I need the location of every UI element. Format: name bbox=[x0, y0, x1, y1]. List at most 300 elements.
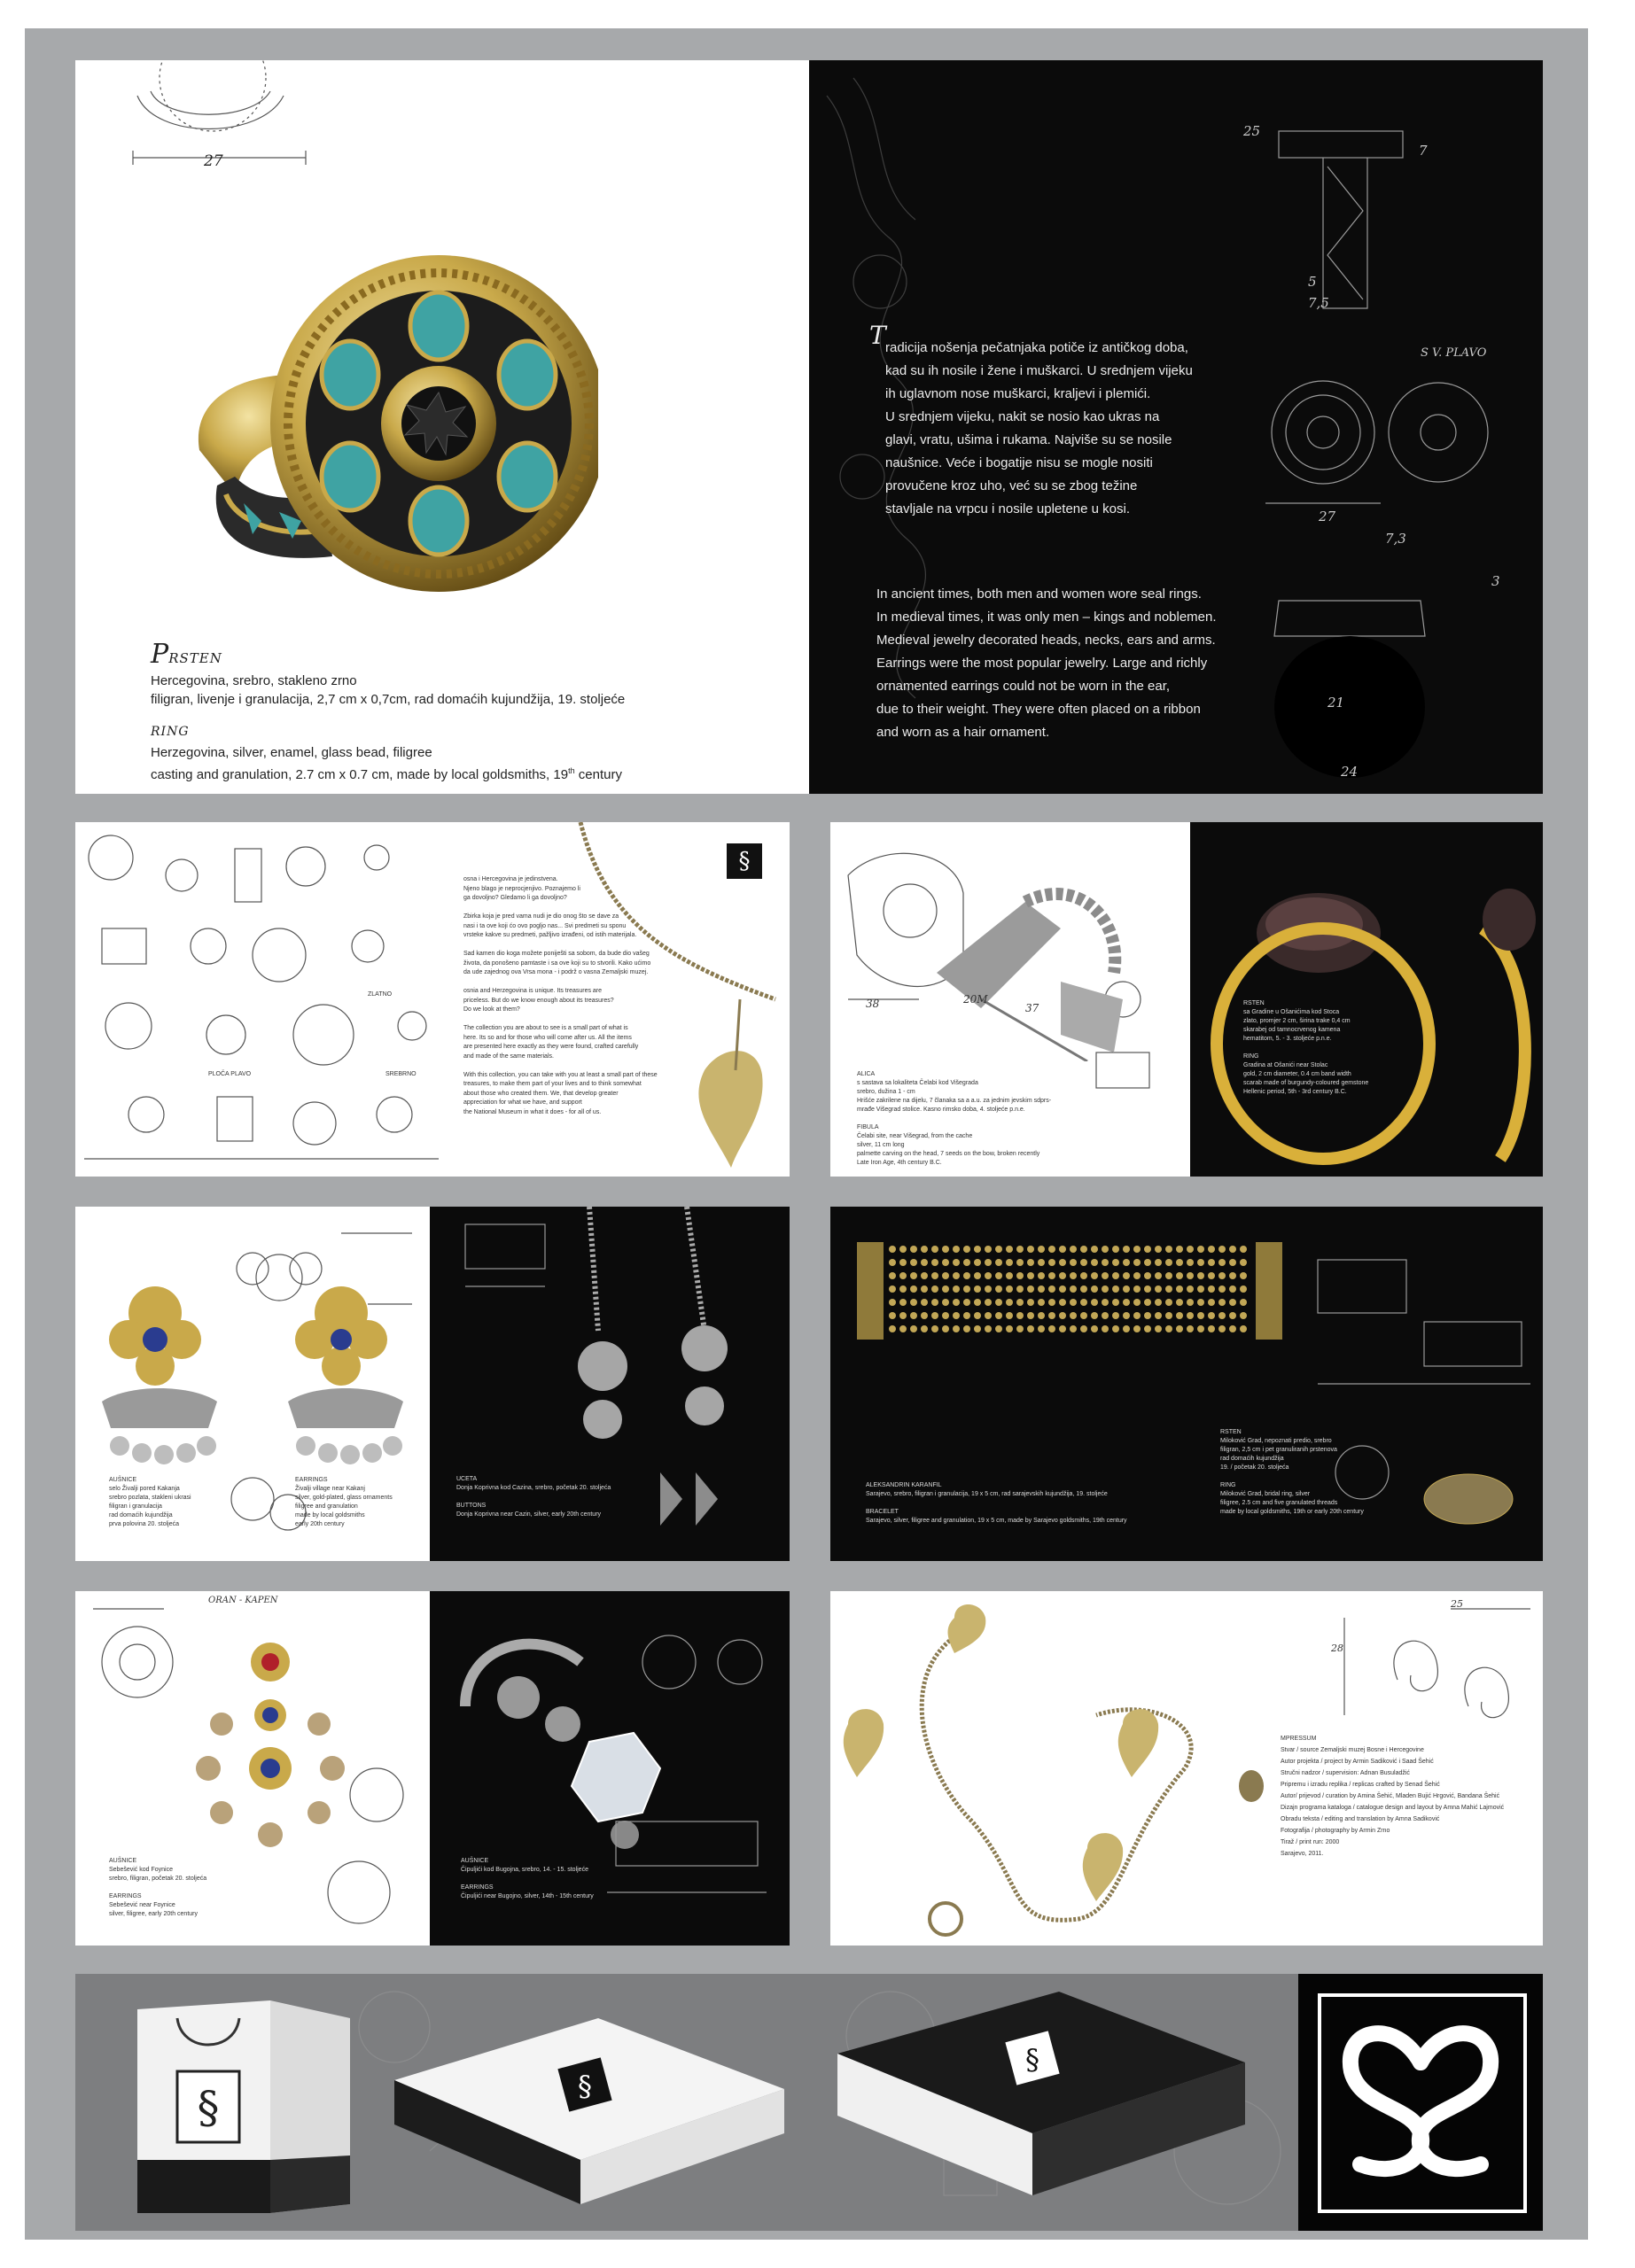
bracelet-bead bbox=[1123, 1312, 1130, 1319]
bracelet-bead bbox=[1133, 1312, 1141, 1319]
s6-left-line: AUŠNICE bbox=[109, 1858, 137, 1864]
bracelet-bead bbox=[953, 1285, 960, 1293]
bracelet-bead bbox=[1059, 1285, 1066, 1293]
bracelet-bead bbox=[1176, 1259, 1183, 1266]
bracelet-bead bbox=[985, 1285, 992, 1293]
bracelet-bead bbox=[1112, 1272, 1119, 1279]
s3-left-line: Hrišće zakrilene na dijelu, 7 članaka sa a a.u. za jednim jevskim sdprs- bbox=[857, 1098, 1052, 1104]
s3-right-line: RSTEN bbox=[1243, 1000, 1265, 1006]
hero-en-line: ornamented earrings could not be worn in the ear, bbox=[876, 679, 1171, 694]
crystal-caption bbox=[461, 1857, 594, 1901]
bracelet-bead bbox=[1016, 1272, 1024, 1279]
bracelet-bead bbox=[1091, 1285, 1098, 1293]
caption-bs-line2: filigran, livenje i granulacija, 2,7 cm x 0,7cm, rad domaćih kujundžija, 19. stoljeće bbox=[151, 692, 626, 707]
bracelet-bead bbox=[974, 1246, 981, 1253]
bracelet-bead bbox=[1112, 1246, 1119, 1253]
s5-right-line: filigran, 2,5 cm i pet granuliranih prstenova bbox=[1220, 1447, 1337, 1453]
packaging-row bbox=[75, 1974, 1298, 2231]
bracelet-bead bbox=[1187, 1312, 1194, 1319]
svg-text:§: § bbox=[197, 2082, 220, 2133]
bracelet-bead bbox=[942, 1259, 949, 1266]
bracelet-bead bbox=[1016, 1285, 1024, 1293]
caption-title: RSTEN bbox=[168, 650, 222, 666]
dim-25: 25 bbox=[1243, 123, 1261, 139]
bracelet-bead bbox=[1059, 1272, 1066, 1279]
s2-text-line: ga dovoljno? Gledamo li ga dovoljno? bbox=[463, 895, 567, 901]
logo-mark-large-icon bbox=[1334, 2009, 1507, 2195]
hero-text-en bbox=[876, 583, 1217, 744]
spread7 bbox=[830, 1591, 1543, 1946]
hero-en-line: Medieval jewelry decorated heads, necks, ears and arms. bbox=[876, 633, 1216, 648]
bracelet-bead bbox=[931, 1246, 938, 1253]
bracelet-bead bbox=[1016, 1325, 1024, 1332]
white-box-icon bbox=[385, 2009, 793, 2213]
bracelet-bead bbox=[1038, 1259, 1045, 1266]
bracelet-bead bbox=[1102, 1272, 1109, 1279]
bracelet-bead bbox=[963, 1299, 970, 1306]
s3-left-line: mrađe Višegrad stolice. Kasno rimsko doba, 4. stoljeće p.n.e. bbox=[857, 1107, 1025, 1113]
hero-bs-line: ih uglavnom nose muškarci, kraljevi i plemići. bbox=[885, 386, 1151, 401]
bracelet-bead bbox=[1144, 1312, 1151, 1319]
bracelet-bead bbox=[1229, 1299, 1236, 1306]
caption-en-title: RING bbox=[151, 725, 190, 739]
bracelet-bead bbox=[931, 1259, 938, 1266]
bracelet-bead bbox=[931, 1312, 938, 1319]
s3-right-line: hematitom, 5. - 3. stoljeće p.n.e. bbox=[1243, 1036, 1332, 1042]
s4-mid-line: EARRINGS bbox=[295, 1477, 328, 1483]
bracelet-bead bbox=[1176, 1299, 1183, 1306]
caption-en-line1: Herzegovina, silver, enamel, glass bead, filigree bbox=[151, 745, 432, 760]
bracelet-bead bbox=[1112, 1325, 1119, 1332]
hero-bs-line: stavljale na vrpcu i nosile upletene u kosi. bbox=[885, 501, 1130, 517]
dim-73: 7,3 bbox=[1385, 531, 1406, 547]
s7-text-line: Dizajn programa kataloga / catalogue design and layout by Amna Mahić Lajmović bbox=[1281, 1805, 1505, 1811]
spread5 bbox=[830, 1207, 1543, 1561]
bracelet-bead bbox=[1070, 1272, 1077, 1279]
hero-en-line: due to their weight. They were often placed on a ribbon bbox=[876, 702, 1201, 717]
caption-en-line2a: casting and granulation, 2.7 cm x 0.7 cm, made by local goldsmiths, 19 bbox=[151, 767, 569, 782]
s6-left-line: Sebešević kod Foynice bbox=[109, 1867, 173, 1873]
bracelet-bead bbox=[889, 1312, 896, 1319]
bracelet-bead bbox=[1208, 1259, 1215, 1266]
bracelet-bead bbox=[953, 1299, 960, 1306]
s6-right-line: AUŠNICE bbox=[461, 1858, 489, 1864]
bracelet-bead bbox=[1208, 1272, 1215, 1279]
logo-panel bbox=[1298, 1974, 1543, 2231]
bracelet-bead bbox=[1155, 1285, 1162, 1293]
hero-text-bs bbox=[885, 337, 1193, 521]
bracelet-bead bbox=[1048, 1272, 1055, 1279]
bracelet-bead bbox=[1229, 1259, 1236, 1266]
bracelet-bead bbox=[1070, 1299, 1077, 1306]
bracelet-bead bbox=[1165, 1246, 1172, 1253]
bracelet-bead bbox=[985, 1312, 992, 1319]
bracelet-bead bbox=[1144, 1259, 1151, 1266]
s6-left-line: Sebešević near Foynice bbox=[109, 1902, 175, 1908]
bracelet-bead bbox=[910, 1246, 917, 1253]
s3-left-line: palmette carving on the head, 7 seeds on the bow, broken recently bbox=[857, 1151, 1040, 1157]
dim-28-spread7: 28 bbox=[1331, 1643, 1343, 1654]
s3-right-line: Gradina at Ošanići near Stolac bbox=[1243, 1062, 1328, 1068]
bracelet-bead bbox=[899, 1285, 907, 1293]
bracelet-bead bbox=[910, 1299, 917, 1306]
bracelet-bead bbox=[889, 1246, 896, 1253]
s6-right-line: Čipuljići kod Bugojna, srebro, 14. - 15. stoljeće bbox=[461, 1867, 588, 1873]
s4-left-line: srebro pozlata, stakleni ukrasi bbox=[109, 1495, 191, 1501]
bracelet-bead bbox=[1208, 1325, 1215, 1332]
bracelet-bead bbox=[1218, 1246, 1226, 1253]
bracelet-bead bbox=[921, 1312, 928, 1319]
bracelet-bead bbox=[974, 1299, 981, 1306]
s2-text-line: vrsteke kakve su predmeti, pažljivo izrađeni, od istih materijala. bbox=[463, 932, 637, 938]
bracelet-bead bbox=[995, 1285, 1002, 1293]
hero-bs-line: provučene kroz uho, već su se zbog težine bbox=[885, 478, 1138, 493]
s3-right-line: sa Gradine u Ošanićima kod Stoca bbox=[1243, 1009, 1340, 1015]
s2-text-line: osna i Hercegovina je jedinstvena. bbox=[463, 876, 558, 882]
bracelet-bead bbox=[1112, 1259, 1119, 1266]
bracelet-bead bbox=[953, 1325, 960, 1332]
bracelet-bead bbox=[1091, 1312, 1098, 1319]
s5-left-line: BRACELET bbox=[866, 1509, 899, 1515]
bracelet-bead bbox=[1144, 1246, 1151, 1253]
bracelet-bead bbox=[1240, 1325, 1247, 1332]
spread6-left bbox=[75, 1591, 430, 1946]
hero-bs-line: glavi, vratu, ušima i rukama. Najviše su se nosile bbox=[885, 432, 1172, 447]
bracelet-bead bbox=[995, 1325, 1002, 1332]
s2-text-line: Sad kamen dio koga možete poniješti sa sobom, da bude dio vašeg bbox=[463, 951, 650, 957]
bracelet-bead bbox=[1133, 1299, 1141, 1306]
bracelet-bead bbox=[1155, 1299, 1162, 1306]
bracelet-bead bbox=[1229, 1312, 1236, 1319]
s3-left-line: s sastava sa lokaliteta Čelabi kod Višegrada bbox=[857, 1080, 978, 1086]
bracelet-bead bbox=[963, 1272, 970, 1279]
hero-left-page bbox=[75, 60, 809, 794]
s2-text-line: osnia and Herzegovina is unique. Its treasures are bbox=[463, 988, 603, 994]
bracelet-bead bbox=[910, 1312, 917, 1319]
bracelet-bead bbox=[1176, 1246, 1183, 1253]
s5-left-line: Sarajevo, srebro, filigran i granulacija, 19 x 5 cm, rad sarajevskih kujundžija, 19. stoljeće bbox=[866, 1491, 1108, 1497]
bracelet-bead bbox=[953, 1246, 960, 1253]
bracelet-bead bbox=[974, 1272, 981, 1279]
s5-right-line: filigree, 2.5 cm and five granulated threads bbox=[1220, 1500, 1338, 1506]
bracelet-bead bbox=[921, 1285, 928, 1293]
bracelet-bead bbox=[1027, 1285, 1034, 1293]
bracelet-bead bbox=[1038, 1285, 1045, 1293]
s4-left-line: selo Živalji pored Kakanja bbox=[109, 1486, 180, 1492]
bracelet-bead bbox=[1123, 1272, 1130, 1279]
bracelet-bead bbox=[899, 1272, 907, 1279]
s3-right-line: scarab made of burgundy-coloured gemstone bbox=[1243, 1080, 1369, 1086]
hero-en-line: and worn as a hair ornament. bbox=[876, 725, 1050, 740]
bracelet-bead bbox=[921, 1259, 928, 1266]
s2-text-line: and made of the same materials. bbox=[463, 1052, 554, 1060]
hero-bs-line: radicija nošenja pečatnjaka potiče iz antičkog doba, bbox=[885, 340, 1188, 355]
fibula-caption bbox=[857, 1070, 1051, 1168]
bracelet-bead bbox=[1133, 1272, 1141, 1279]
bracelet-bead bbox=[1155, 1246, 1162, 1253]
bracelet-bead bbox=[1027, 1312, 1034, 1319]
s5-left-line bbox=[866, 1499, 1127, 1508]
bracelet-bead bbox=[1197, 1325, 1204, 1332]
bracelet-bead bbox=[921, 1299, 928, 1306]
bracelet-bead bbox=[985, 1272, 992, 1279]
caption-initial: P bbox=[151, 639, 169, 670]
spread4-left bbox=[75, 1207, 430, 1561]
bracelet-bead bbox=[1080, 1259, 1087, 1266]
bracelet-bead bbox=[931, 1285, 938, 1293]
s2-text-line: appreciation for what we have, and support bbox=[463, 1099, 582, 1106]
bracelet-bead bbox=[1027, 1299, 1034, 1306]
s4-left-line: prva polovina 20. stoljeća bbox=[109, 1521, 179, 1527]
hero-bs-line: U srednjem vijeku, nakit se nosio kao ukras na bbox=[885, 409, 1160, 424]
bracelet-bead bbox=[1165, 1285, 1172, 1293]
caption-en-line2b: century bbox=[574, 767, 622, 782]
bracelet-bead bbox=[1218, 1259, 1226, 1266]
s2-text-line: the National Museum in what it does - for all of us. bbox=[463, 1108, 602, 1115]
bracelet-bead bbox=[1102, 1299, 1109, 1306]
s5-right-line: Miloković Grad, nepoznati predio, srebro bbox=[1220, 1438, 1332, 1444]
bracelet-bead bbox=[1102, 1259, 1109, 1266]
s2-text-line: Do we look at them? bbox=[463, 1006, 520, 1013]
s5-right-line: RSTEN bbox=[1220, 1429, 1242, 1435]
pendant-label: ORAN - KAPEN bbox=[208, 1596, 278, 1605]
bracelet-bead bbox=[1218, 1312, 1226, 1319]
bracelet-bead bbox=[1038, 1272, 1045, 1279]
bracelet-bead bbox=[1165, 1299, 1172, 1306]
bracelet-bead bbox=[1038, 1246, 1045, 1253]
s5-right-line bbox=[1220, 1472, 1364, 1481]
bracelet-bead bbox=[942, 1312, 949, 1319]
spread6-right bbox=[430, 1591, 790, 1946]
pendant-photo bbox=[182, 1627, 359, 1857]
bracelet-bead bbox=[1187, 1246, 1194, 1253]
bracelet-bead bbox=[1187, 1285, 1194, 1293]
hero-en-line: Earrings were the most popular jewelry. Large and richly bbox=[876, 656, 1208, 671]
hero-right-page bbox=[809, 60, 1543, 794]
s2-text-line: Zbirka koja je pred vama nudi je dio onog što se dave za bbox=[463, 913, 619, 920]
s4-right-line: BUTTONS bbox=[456, 1503, 487, 1509]
bracelet-bead bbox=[1144, 1325, 1151, 1332]
s3-left-line: srebro, dužina 1 - cm bbox=[857, 1089, 915, 1095]
dim-27: 27 bbox=[204, 152, 223, 170]
dim-24: 24 bbox=[1341, 764, 1359, 780]
ring-icon bbox=[182, 220, 598, 636]
caption-en-line2 bbox=[151, 762, 622, 784]
bracelet-bead bbox=[1048, 1285, 1055, 1293]
bracelet-bead bbox=[1165, 1325, 1172, 1332]
spread3 bbox=[830, 822, 1190, 1177]
dim-7: 7 bbox=[1419, 143, 1428, 159]
bracelet-bead bbox=[1027, 1259, 1034, 1266]
bracelet-bead bbox=[1091, 1272, 1098, 1279]
s2-text-line: are presented here exactly as they were found, crafted carefully bbox=[463, 1044, 639, 1050]
s2-text-line: nasi i ta ove koji ćo ovo pogljo nas... Svi predmeti su sponu bbox=[463, 922, 627, 929]
spread4-right bbox=[430, 1207, 790, 1561]
dim-21: 21 bbox=[1327, 695, 1345, 711]
bracelet-bead bbox=[1197, 1285, 1204, 1293]
gold-ring-caption bbox=[1243, 999, 1368, 1097]
bracelet-bead bbox=[963, 1259, 970, 1266]
bracelet-bead bbox=[1059, 1259, 1066, 1266]
s3-right-line: skarabej od tamnocrvenog kamena bbox=[1243, 1027, 1341, 1033]
bracelet-bead bbox=[1155, 1325, 1162, 1332]
s3-left-line: Late Iron Age, 4th century B.C. bbox=[857, 1160, 942, 1166]
bracelet-bead bbox=[1006, 1312, 1013, 1319]
bracelet-bead bbox=[1240, 1246, 1247, 1253]
bracelet-bead bbox=[910, 1285, 917, 1293]
bracelet-bead bbox=[1187, 1299, 1194, 1306]
bracelet-photo bbox=[857, 1233, 1282, 1357]
bracelet-caption bbox=[866, 1481, 1127, 1526]
dim-3: 3 bbox=[1491, 573, 1500, 589]
bracelet-bead bbox=[1176, 1325, 1183, 1332]
bracelet-bead bbox=[1176, 1272, 1183, 1279]
presentation-board bbox=[25, 28, 1588, 2240]
bracelet-bead bbox=[1197, 1312, 1204, 1319]
bracelet-bead bbox=[931, 1272, 938, 1279]
bracelet-bead bbox=[1102, 1325, 1109, 1332]
s7-text-line: Autor/ prijevod / curation by Amina Šehić, Mladen Bujić Hrgović, Bandana Šehić bbox=[1281, 1793, 1500, 1799]
blue-note: S V. PLAVO bbox=[1421, 346, 1487, 360]
bracelet-bead bbox=[1165, 1259, 1172, 1266]
bracelet-bead bbox=[963, 1312, 970, 1319]
bracelet-bead bbox=[1123, 1285, 1130, 1293]
bracelet-bead bbox=[1006, 1246, 1013, 1253]
bracelet-bead bbox=[1059, 1312, 1066, 1319]
bracelet-bead bbox=[1240, 1285, 1247, 1293]
bracelet-bead bbox=[1027, 1272, 1034, 1279]
bracelet-bead bbox=[1038, 1312, 1045, 1319]
s6-left-line: silver, filigree, early 20th century bbox=[109, 1911, 198, 1917]
leaf-necklace-photo bbox=[830, 1591, 1291, 1946]
black-box-icon bbox=[829, 1983, 1254, 2222]
bracelet-bead bbox=[1080, 1246, 1087, 1253]
s7-text-line: Fotografija / photography by Armin Zrno bbox=[1281, 1828, 1390, 1834]
s2-text-line: da ude zajednog ova Vrsa mona - i podrž o vasna Zemaljski muzej. bbox=[463, 969, 649, 975]
dim-37: 37 bbox=[1025, 1002, 1039, 1014]
s7-text-line: Sarajevo, 2011. bbox=[1281, 1851, 1324, 1857]
bracelet-bead bbox=[1197, 1299, 1204, 1306]
bracelet-bead bbox=[1027, 1325, 1034, 1332]
bracelet-bead bbox=[1208, 1285, 1215, 1293]
dim-75: 7,5 bbox=[1308, 295, 1329, 311]
caption-bs-title bbox=[151, 639, 222, 670]
bracelet-bead bbox=[1240, 1312, 1247, 1319]
s3-left-line: ALICA bbox=[857, 1071, 876, 1077]
bracelet-bead bbox=[1102, 1246, 1109, 1253]
s4-mid-line: filigree and granulation bbox=[295, 1503, 358, 1510]
bracelet-bead bbox=[963, 1285, 970, 1293]
spread3-right bbox=[1190, 822, 1543, 1177]
s3-left-line: Čelabi site, near Višegrad, from the cache bbox=[857, 1133, 973, 1139]
bracelet-bead bbox=[963, 1246, 970, 1253]
s5-right-line: made by local goldsmiths, 19th or early 20th century bbox=[1220, 1509, 1364, 1515]
bracelet-bead bbox=[889, 1259, 896, 1266]
s3-right-line: Hellenic period, 5th - 3rd century B.C. bbox=[1243, 1089, 1347, 1095]
logo-mark-icon: § bbox=[727, 843, 762, 879]
bracelet-bead bbox=[910, 1259, 917, 1266]
bracelet-bead bbox=[1016, 1246, 1024, 1253]
dim-38: 38 bbox=[866, 998, 880, 1010]
bracelet-bead bbox=[1229, 1272, 1236, 1279]
bracelet-bead bbox=[1091, 1325, 1098, 1332]
bracelet-bead bbox=[1187, 1259, 1194, 1266]
bracelet-bead bbox=[1133, 1259, 1141, 1266]
bracelet-bead bbox=[1080, 1272, 1087, 1279]
s7-text-line: Stručni nadzor / supervision: Adnan Busuladžić bbox=[1281, 1770, 1410, 1776]
bracelet-bead bbox=[1187, 1272, 1194, 1279]
bracelet-bead bbox=[1070, 1246, 1077, 1253]
bracelet-bead bbox=[974, 1285, 981, 1293]
s4-mid-line: made by local goldsmiths bbox=[295, 1512, 365, 1518]
s7-text-line: Autor projekta / project by Armin Sadiković i Saad Šehić bbox=[1281, 1759, 1434, 1765]
dim-25-spread7: 25 bbox=[1451, 1598, 1463, 1610]
bracelet-bead bbox=[1197, 1259, 1204, 1266]
bracelet-bead bbox=[1016, 1312, 1024, 1319]
bracelet-bead bbox=[931, 1325, 938, 1332]
bracelet-bead bbox=[1006, 1325, 1013, 1332]
bracelet-bead bbox=[1165, 1312, 1172, 1319]
s4-mid-line: silver, gold-plated, glass ornaments bbox=[295, 1495, 393, 1501]
bracelet-bead bbox=[921, 1246, 928, 1253]
bracelet-bead bbox=[921, 1272, 928, 1279]
bracelet-bead bbox=[1144, 1299, 1151, 1306]
s6-right-line: EARRINGS bbox=[461, 1884, 494, 1891]
hero-bs-line: kad su ih nosile i žene i muškarci. U srednjem vijeku bbox=[885, 363, 1193, 378]
fibula-photo bbox=[919, 866, 1149, 1061]
bracelet-bead bbox=[1133, 1246, 1141, 1253]
s6-left-line: srebro, filigran, početak 20. stoljeća bbox=[109, 1876, 207, 1882]
bracelet-bead bbox=[899, 1325, 907, 1332]
bracelet-bead bbox=[1091, 1299, 1098, 1306]
s2-text-line: treasures, to make them part of your lives and to think somewhat bbox=[463, 1081, 642, 1087]
bag-icon bbox=[111, 1983, 377, 2222]
bracelet-bead bbox=[1038, 1325, 1045, 1332]
top-sketch bbox=[128, 60, 323, 193]
bracelet-bead bbox=[974, 1259, 981, 1266]
bracelet-bead bbox=[889, 1285, 896, 1293]
s6-left-line bbox=[109, 1884, 206, 1892]
s3-right-line: zlato, promjer 2 cm, širina trake 0,4 cm bbox=[1243, 1018, 1351, 1024]
bracelet-bead bbox=[963, 1325, 970, 1332]
svg-text:§: § bbox=[578, 2070, 592, 2103]
bracelet-bead bbox=[1208, 1299, 1215, 1306]
bracelet-bead bbox=[889, 1299, 896, 1306]
s5-right-line: RING bbox=[1220, 1482, 1236, 1488]
bracelet-bead bbox=[1048, 1246, 1055, 1253]
bracelet-bead bbox=[995, 1272, 1002, 1279]
button-sketch bbox=[456, 1216, 563, 1295]
caption-en-sup: th bbox=[568, 766, 575, 775]
dim-27-right: 27 bbox=[1319, 509, 1336, 524]
s2-text-line: priceless. But do we know enough about its treasures? bbox=[463, 997, 614, 1004]
bracelet-bead bbox=[953, 1272, 960, 1279]
dim-5: 5 bbox=[1308, 274, 1317, 290]
bracelet-bead bbox=[1123, 1246, 1130, 1253]
earring-caption-en bbox=[295, 1476, 393, 1529]
hero-en-line: In ancient times, both men and women wore seal rings. bbox=[876, 586, 1202, 602]
bracelet-bead bbox=[1123, 1299, 1130, 1306]
bracelet-bead bbox=[1123, 1259, 1130, 1266]
s5-left-line: Sarajevo, silver, filigree and granulation, 19 x 5 cm, made by Sarajevo goldsmiths, 19th century bbox=[866, 1518, 1127, 1524]
bracelet-bead bbox=[995, 1259, 1002, 1266]
s7-text-line: MPRESSUM bbox=[1281, 1736, 1317, 1742]
s4-right-line: UCETA bbox=[456, 1476, 478, 1482]
bracelet-bead bbox=[1080, 1312, 1087, 1319]
bracelet-bead bbox=[1048, 1259, 1055, 1266]
hero-bs-line: naušnice. Veće i bogatije nisu se mogle nositi bbox=[885, 455, 1153, 470]
bracelet-bead bbox=[974, 1312, 981, 1319]
